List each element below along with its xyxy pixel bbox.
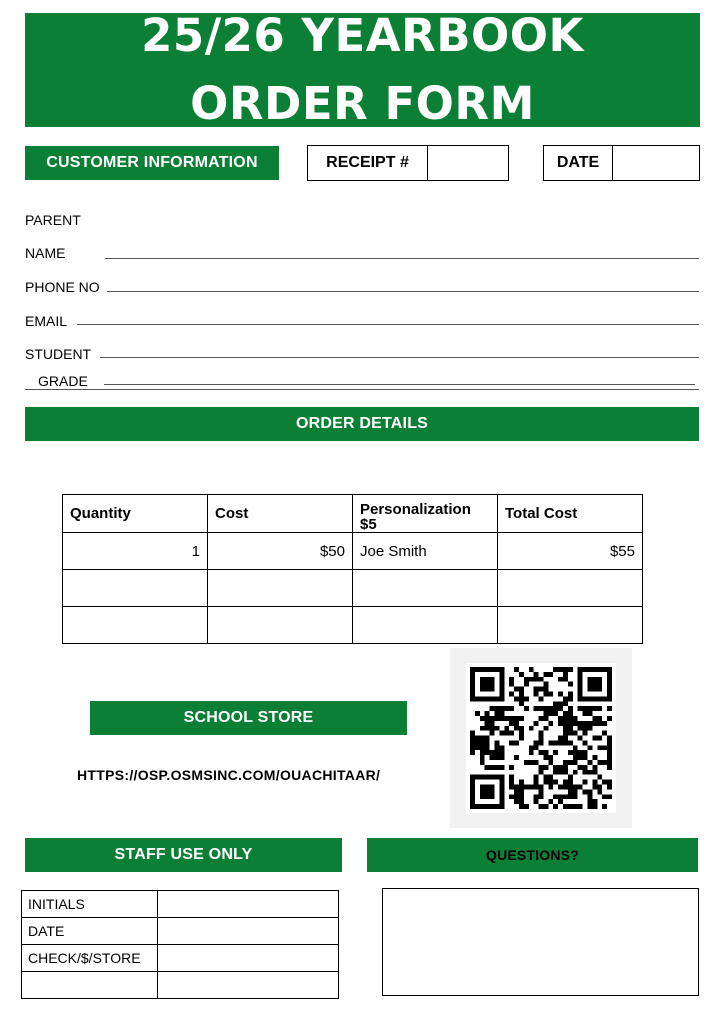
staff-use-header: STAFF USE ONLY [25, 838, 342, 872]
cell-cost[interactable]: $50 [208, 533, 353, 570]
table-row [22, 945, 339, 972]
student-field[interactable] [100, 357, 699, 358]
customer-info-header: CUSTOMER INFORMATION [25, 146, 279, 180]
staff-payment-label: CHECK/$/STORE [22, 945, 158, 972]
cell-total-cost[interactable] [498, 570, 643, 607]
date-field[interactable] [613, 146, 699, 180]
name-field[interactable] [105, 258, 699, 259]
table-header-row [63, 495, 643, 533]
table-row [63, 533, 643, 570]
school-store-header: SCHOOL STORE [90, 701, 407, 735]
cell-personalization[interactable] [353, 570, 498, 607]
table-row [22, 972, 339, 999]
cell-quantity[interactable]: 1 [63, 533, 208, 570]
student-label: STUDENT [25, 346, 92, 362]
table-row [22, 918, 339, 945]
title-banner [25, 9, 700, 130]
parent-label: PARENT [25, 212, 81, 228]
order-table [62, 494, 643, 644]
col-total-cost: Total Cost [498, 495, 643, 533]
table-row [63, 570, 643, 607]
title-line-1: 25/26 YEARBOOK [141, 9, 584, 62]
order-details-header: ORDER DETAILS [25, 407, 699, 441]
store-url-link[interactable]: HTTPS://OSP.OSMSINC.COM/OUACHITAAR/ [77, 767, 381, 783]
cell-cost[interactable] [208, 570, 353, 607]
staff-extra-field[interactable] [158, 972, 339, 999]
date-box [543, 145, 700, 181]
staff-initials-field[interactable] [158, 891, 339, 918]
staff-table [21, 890, 339, 999]
divider [25, 389, 699, 390]
grade-label: GRADE [38, 373, 88, 389]
questions-box[interactable] [382, 888, 699, 996]
title-line-2: ORDER FORM [190, 77, 535, 130]
qr-code-container [450, 648, 632, 828]
cell-cost[interactable] [208, 607, 353, 644]
cell-quantity[interactable] [63, 570, 208, 607]
cell-personalization[interactable]: Joe Smith [353, 533, 498, 570]
staff-date-field[interactable] [158, 918, 339, 945]
col-cost: Cost [208, 495, 353, 533]
receipt-label: RECEIPT # [308, 146, 428, 180]
staff-payment-field[interactable] [158, 945, 339, 972]
email-field[interactable] [77, 324, 699, 325]
cell-quantity[interactable] [63, 607, 208, 644]
phone-field[interactable] [107, 291, 699, 292]
receipt-box [307, 145, 509, 181]
receipt-field[interactable] [428, 146, 508, 180]
cell-total-cost[interactable] [498, 607, 643, 644]
cell-total-cost[interactable]: $55 [498, 533, 643, 570]
grade-field[interactable] [104, 384, 695, 385]
questions-header: QUESTIONS? [367, 838, 698, 872]
cell-personalization[interactable] [353, 607, 498, 644]
name-label: NAME [25, 245, 66, 261]
table-row [63, 607, 643, 644]
qr-code-icon[interactable] [470, 667, 612, 809]
col-quantity: Quantity [63, 495, 208, 533]
phone-label: PHONE NO [25, 279, 100, 295]
staff-date-label: DATE [22, 918, 158, 945]
col-personalization: Personalization $5 [353, 495, 498, 533]
staff-initials-label: INITIALS [22, 891, 158, 918]
date-label: DATE [544, 146, 613, 180]
table-row [22, 891, 339, 918]
email-label: EMAIL [25, 313, 68, 329]
staff-extra-label [22, 972, 158, 999]
